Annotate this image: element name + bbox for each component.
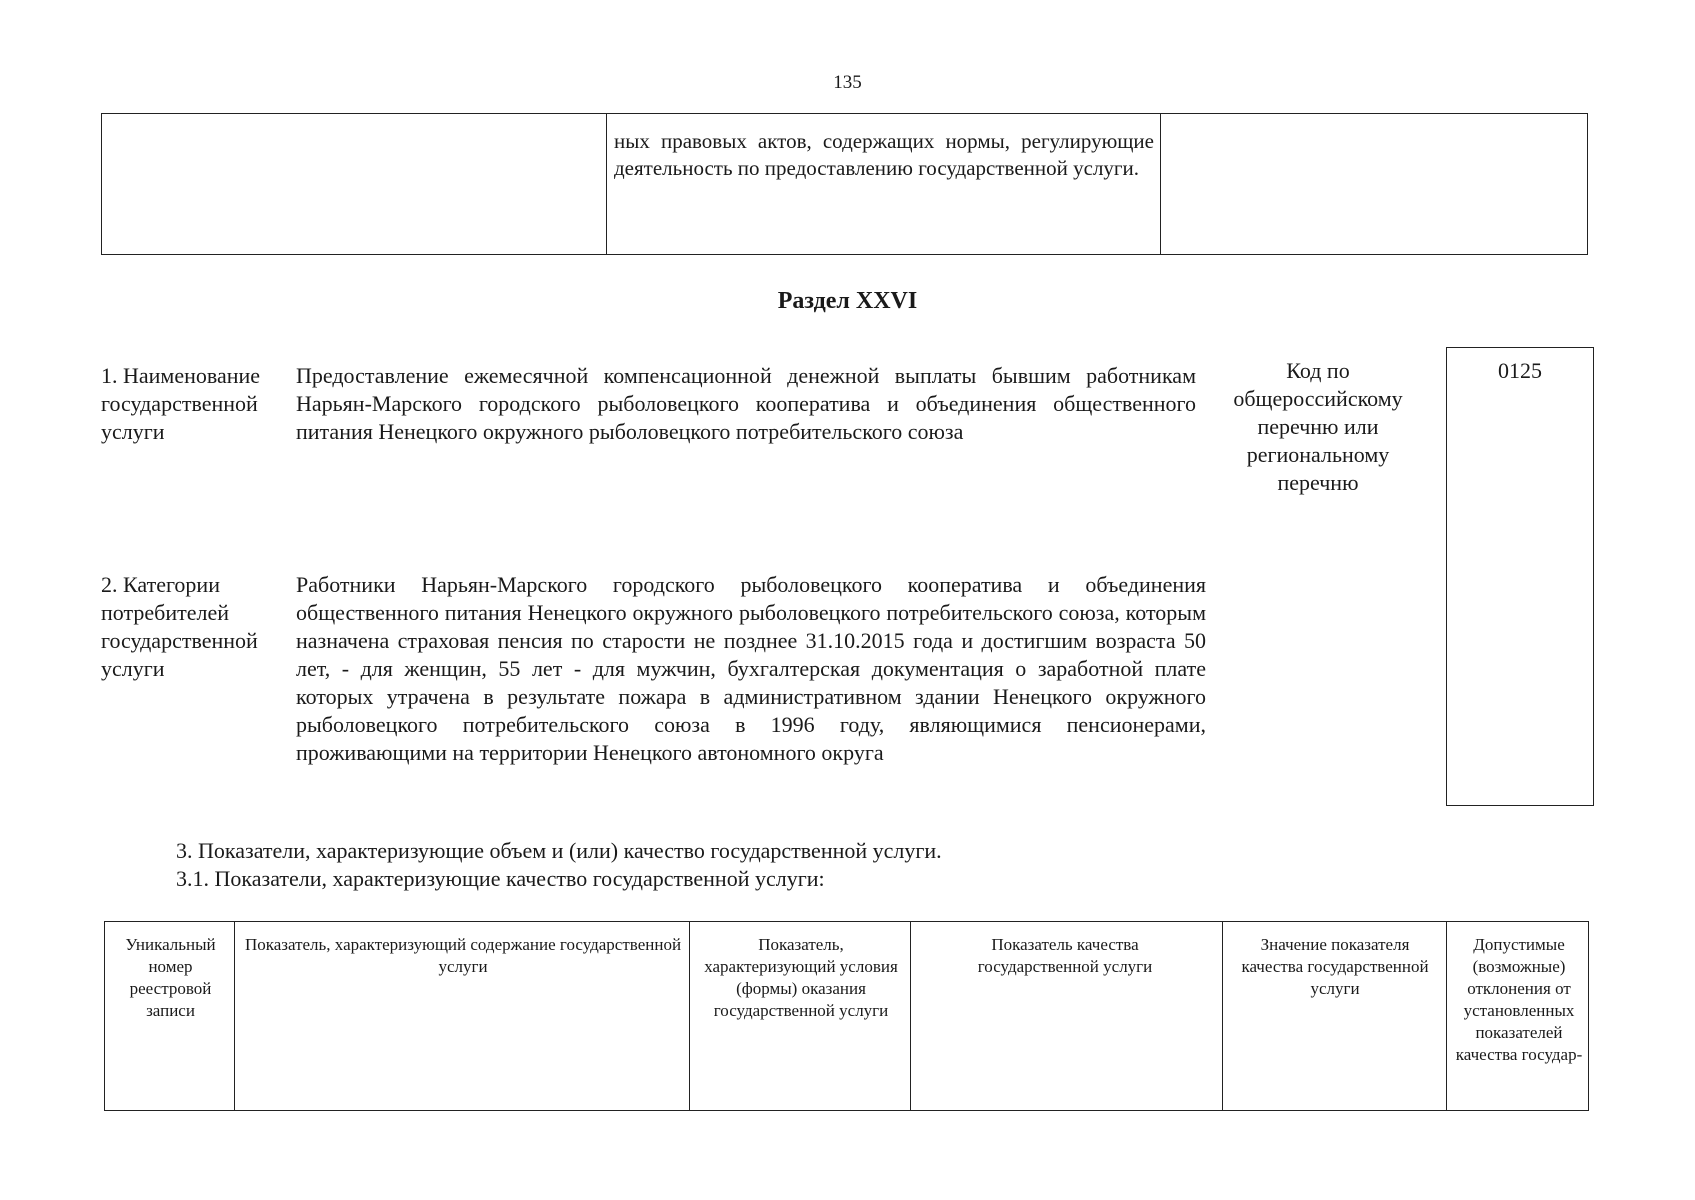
paragraph-3: 3. Показатели, характеризующие объем и (или) качество государственной услуги. xyxy=(176,838,942,863)
paragraph-3-1: 3.1. Показатели, характеризующие качество государственной услуги: xyxy=(176,866,825,891)
registry-code-value: 0125 xyxy=(1498,358,1542,383)
column-header: Показатель, характеризующий содержание государственной услуги xyxy=(244,935,682,976)
table-divider xyxy=(234,922,235,1110)
section-title: Раздел XXVI xyxy=(777,288,918,314)
column-header: Значение показателя качества государственной услуги xyxy=(1241,935,1429,998)
service-name-value: Предоставление ежемесячной компенсационной денежной выплаты бывшим работникам Нарьян-Марского городского рыболовецкого кооператива и объединения общественного питания Ненецкого окружного рыболовецкого потребительского союза xyxy=(296,363,1196,444)
table-divider xyxy=(1446,922,1447,1110)
consumer-categories-label: 2. Категории потребителей государственной услуги xyxy=(101,572,258,681)
registry-code-box xyxy=(1446,347,1594,806)
column-header: Уникальный номер реестровой записи xyxy=(125,935,216,1020)
quality-indicators-table xyxy=(104,921,1589,1111)
consumer-categories-value: Работники Нарьян-Марского городского рыболовецкого кооператива и объединения общественного питания Ненецкого окружного рыболовецкого потребительского союза, которым назначена страховая пенсия по старости не позднее 31.10.2015 года и достигшим возраста 50 лет, - для женщин, 55 лет - для мужчин, бухгалтерская документация о заработной плате которых утрачена в результате пожара в административном здании Ненецкого окружного рыболовецкого потребительского союза в 1996 году, являющимися пенсионерами, проживающими на территории Ненецкого автономного округа xyxy=(296,572,1206,765)
page-number: 135 xyxy=(833,72,862,93)
table-divider xyxy=(1222,922,1223,1110)
table-divider xyxy=(1160,114,1161,254)
column-header: Допустимые (возможные) отклонения от установленных показателей качества государ- xyxy=(1455,935,1583,1064)
continuation-cell-text: ных правовых актов, содержащих нормы, регулирующие деятельность по предоставлению государственной услуги. xyxy=(614,129,1154,180)
table-divider xyxy=(910,922,911,1110)
column-header: Показатель качества государственной услуги xyxy=(977,935,1153,976)
registry-code-label: Код по общероссийскому перечню или региональному перечню xyxy=(1233,358,1403,495)
column-header: Показатель, характеризующий условия (формы) оказания государственной услуги xyxy=(704,935,898,1020)
table-divider xyxy=(689,922,690,1110)
service-name-label: 1. Наименование государственной услуги xyxy=(101,363,261,444)
continuation-table xyxy=(101,113,1588,255)
table-divider xyxy=(606,114,607,254)
